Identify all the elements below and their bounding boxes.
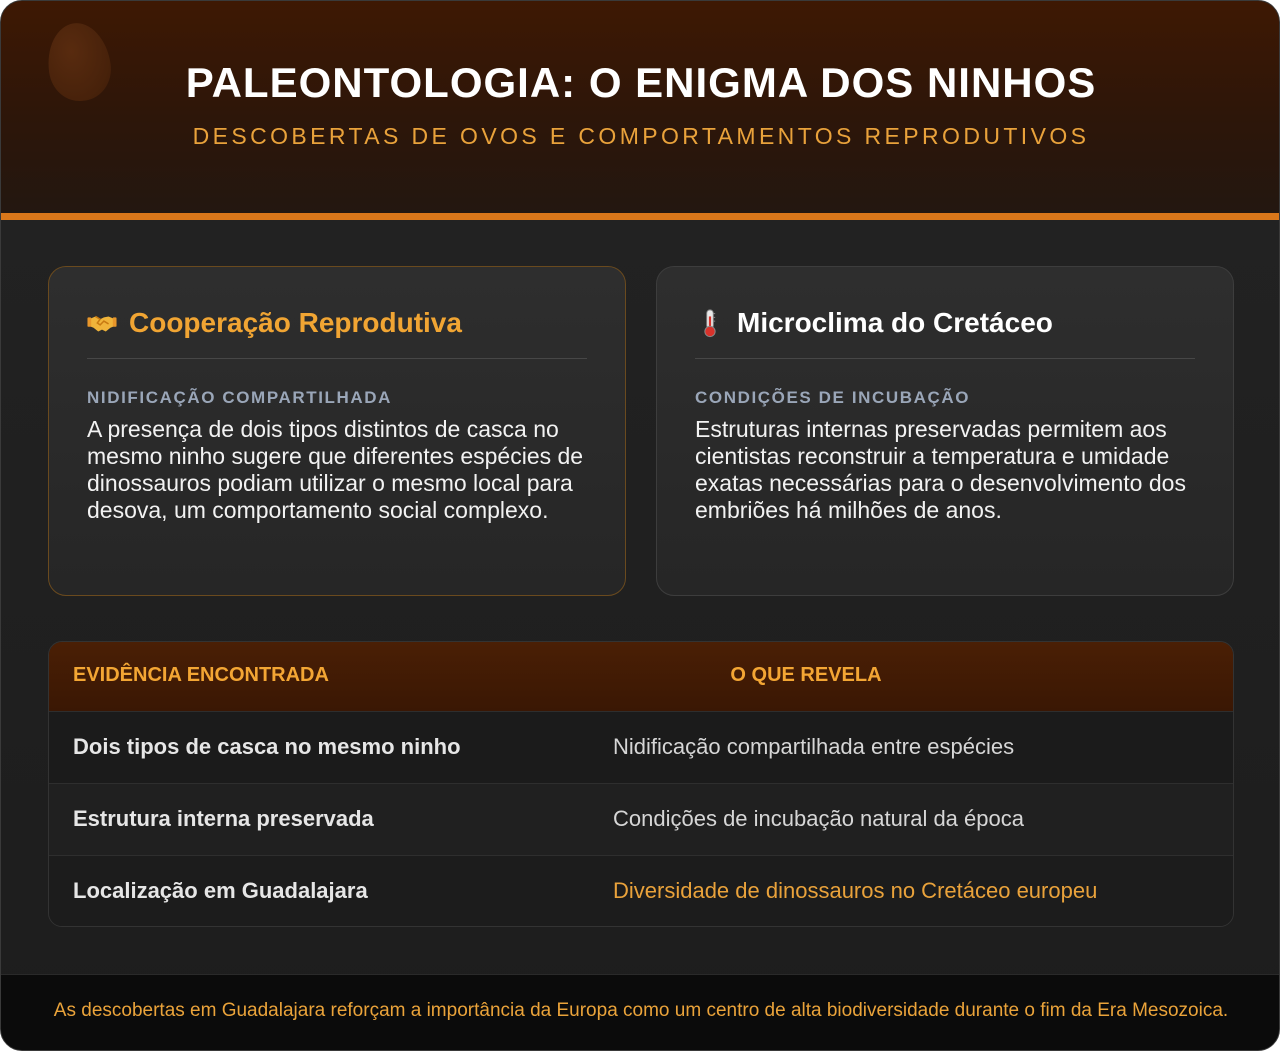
table-cell-meaning: Diversidade de dinossauros no Cretáceo europeu [613, 878, 1098, 903]
thermometer-icon [695, 308, 725, 338]
card-title: Microclima do Cretáceo [737, 307, 1053, 338]
card-divider [695, 358, 1195, 359]
header-divider [1, 213, 1280, 220]
column-header-revela: O QUE REVELA [730, 664, 882, 686]
table-cell-evidence: Dois tipos de casca no mesmo ninho [73, 734, 461, 759]
page-subtitle: DESCOBERTAS DE OVOS E COMPORTAMENTOS REPRODUTIVOS [192, 123, 1090, 149]
card-heading [695, 303, 1053, 343]
page-title: PALEONTOLOGIA: O ENIGMA DOS NINHOS [185, 59, 1097, 106]
card-kicker: CONDIÇÕES DE INCUBAÇÃO [695, 388, 971, 407]
table-cell-evidence: Estrutura interna preservada [73, 806, 374, 831]
footer [1, 974, 1280, 1051]
table-cell-meaning: Condições de incubação natural da época [613, 806, 1024, 831]
table-cell-evidence: Localização em Guadalajara [73, 878, 368, 903]
card-cooperacao [48, 266, 626, 596]
footer-text: As descobertas em Guadalajara reforçam a importância da Europa como um centro de alta biodiversidade durante o fim da Era Mesozoica. [53, 1000, 1229, 1021]
card-kicker: NIDIFICAÇÃO COMPARTILHADA [87, 388, 393, 407]
evidence-table [48, 641, 1234, 927]
card-microclima [656, 266, 1234, 596]
table-row [49, 855, 1233, 927]
card-title: Cooperação Reprodutiva [129, 307, 462, 338]
card-heading [87, 303, 462, 343]
table-header [49, 642, 1233, 711]
handshake-icon [87, 308, 117, 338]
card-divider [87, 358, 587, 359]
table-row [49, 783, 1233, 855]
card-body: Estruturas internas preservadas permitem aos cientistas reconstruir a temperatura e umidade exatas necessárias para o desenvolvimento dos embriões há milhões de anos. [695, 416, 1186, 523]
table-row [49, 711, 1233, 783]
column-header-evidencia: EVIDÊNCIA ENCONTRADA [73, 664, 329, 686]
header [1, 1, 1280, 213]
card-body: A presença de dois tipos distintos de casca no mesmo ninho sugere que diferentes espécies de dinossauros podiam utilizar o mesmo local para desova, um comportamento social complexo. [87, 416, 584, 523]
table-cell-meaning: Nidificação compartilhada entre espécies [613, 734, 1015, 759]
